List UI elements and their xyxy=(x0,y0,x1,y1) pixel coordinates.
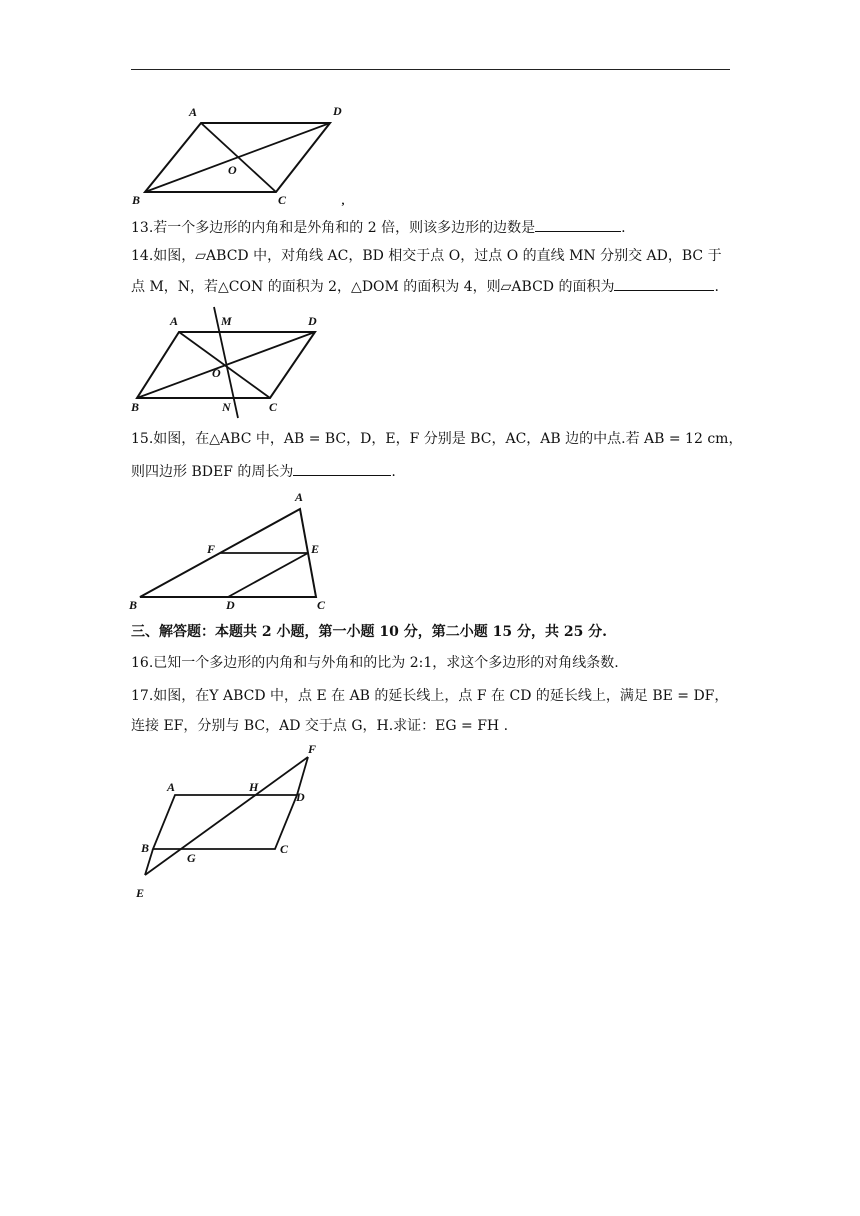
question-13 xyxy=(131,217,626,238)
label-d: D xyxy=(333,104,342,118)
question-14-end: . xyxy=(714,279,719,295)
label-n: N xyxy=(222,400,231,414)
header-rule xyxy=(131,69,730,70)
label-a: A xyxy=(189,105,198,119)
answer-blank-15 xyxy=(293,461,391,476)
label-f: F xyxy=(207,542,216,556)
label-b: B xyxy=(131,400,140,414)
label-c: C xyxy=(317,598,326,612)
label-d: D xyxy=(296,790,305,804)
question-15-line2 xyxy=(131,461,396,482)
label-m: M xyxy=(221,314,232,328)
label-g: G xyxy=(187,851,196,865)
question-15-text: 则四边形 BDEF 的周长为 xyxy=(131,464,294,480)
label-b: B xyxy=(129,598,138,612)
label-b: B xyxy=(132,193,141,207)
figure-triangle-abc xyxy=(125,487,340,614)
question-14-line1: 14.如图，▱ABCD 中，对角线 AC，BD 相交于点 O，过点 O 的直线 MN 分别交 AD，BC 于 xyxy=(131,248,722,264)
figure-parallelogram-abcd xyxy=(130,100,360,210)
question-14-line2 xyxy=(131,276,719,297)
answer-blank-13 xyxy=(535,217,621,232)
question-14-text: 点 M，N，若△CON 的面积为 2，△DOM 的面积为 4，则▱ABCD 的面积为 xyxy=(131,279,615,295)
label-f: F xyxy=(308,742,317,756)
label-a: A xyxy=(295,490,304,504)
label-a: A xyxy=(167,780,176,794)
question-13-text: 13.若一个多边形的内角和是外角和的 2 倍，则该多边形的边数是 xyxy=(131,220,536,236)
label-a: A xyxy=(170,314,179,328)
label-c: C xyxy=(269,400,278,414)
label-o: O xyxy=(228,163,237,177)
label-o: O xyxy=(212,366,221,380)
label-d: D xyxy=(226,598,235,612)
stray-mark: , xyxy=(342,193,345,207)
label-e: E xyxy=(311,542,320,556)
question-15-end: . xyxy=(391,464,396,480)
question-17-line2: 连接 EF，分别与 BC，AD 交于点 G，H.求证：EG = FH . xyxy=(131,718,509,734)
label-d: D xyxy=(308,314,317,328)
question-15-line1: 15.如图，在△ABC 中，AB = BC，D，E，F 分别是 BC，AC，AB 边的中点.若 AB = 12 cm， xyxy=(131,431,743,447)
section-heading: 三、解答题：本题共 2 小题，第一小题 10 分，第二小题 15 分，共 25 分. xyxy=(131,624,608,640)
label-h: H xyxy=(249,780,259,794)
question-13-end: . xyxy=(621,220,626,236)
label-e: E xyxy=(136,886,145,900)
figure-parallelogram-mn xyxy=(130,305,340,420)
label-c: C xyxy=(280,842,289,856)
figure-parallelogram-ef xyxy=(125,742,335,907)
question-17-line1: 17.如图，在Y ABCD 中，点 E 在 AB 的延长线上，点 F 在 CD 的延长线上，满足 BE = DF， xyxy=(131,688,729,704)
label-c: C xyxy=(278,193,287,207)
question-16: 16.已知一个多边形的内角和与外角和的比为 2:1，求这个多边形的对角线条数. xyxy=(131,655,619,671)
label-b: B xyxy=(141,841,150,855)
answer-blank-14 xyxy=(614,276,714,291)
